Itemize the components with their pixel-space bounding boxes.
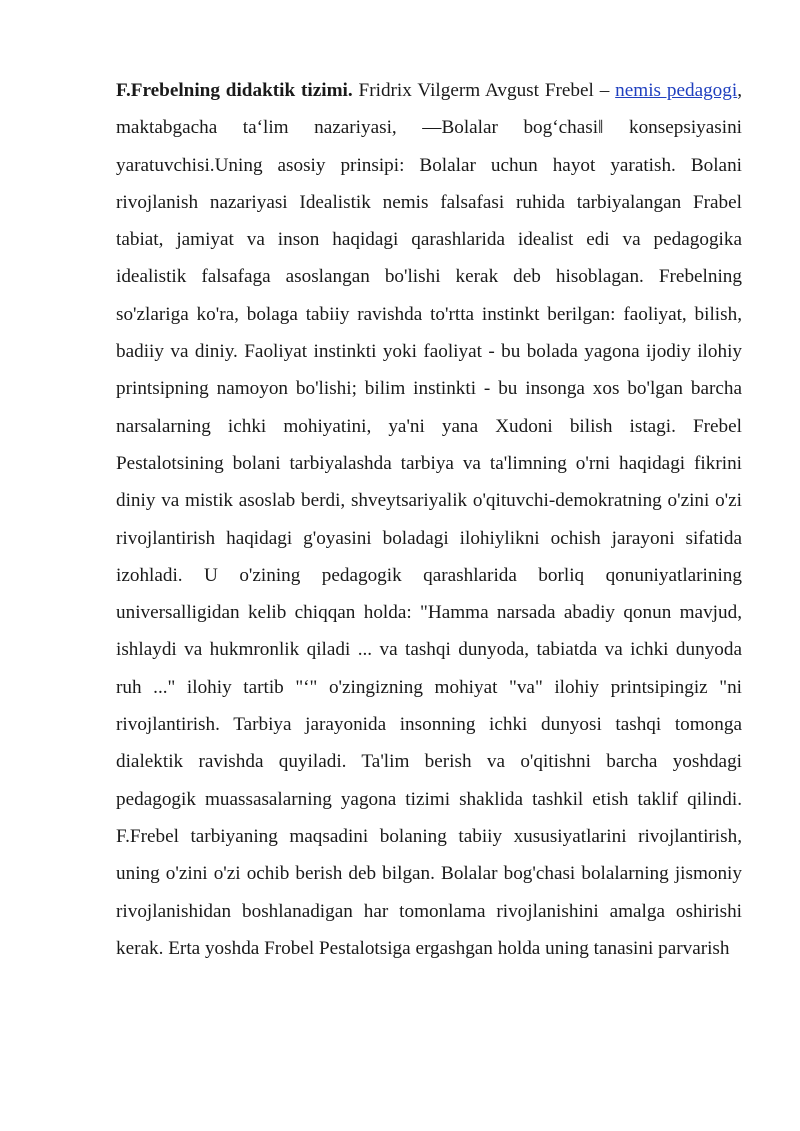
document-page	[116, 72, 742, 967]
nemis-pedagogi-link[interactable]: nemis pedagogi	[615, 80, 738, 101]
intro-text: Fridrix Vilgerm Avgust Frebel –	[352, 80, 616, 101]
section-heading: F.Frebelning didaktik tizimi.	[116, 80, 353, 101]
body-text: , maktabgacha taʻlim nazariyasi, ―Bolalar bogʻchasi‖ konsepsiyasini yaratuvchisi.Uning asosiy prinsipi: Bolalar uchun hayot yaratish. Bolani rivojlanish nazariyasi Idealistik nemis falsafasi ruhida tarbiyalangan Frabel tabiat, jamiyat va inson haqidagi qarashlarida idealist edi va pedagogika idealistik falsafaga asoslangan bo'lishi kerak deb hisoblagan. Frebelning so'zlariga ko'ra, bolaga tabiiy ravishda to'rtta instinkt berilgan: faoliyat, bilish, badiiy va diniy. Faoliyat instinkti yoki faoliyat - bu bolada yagona ijodiy ilohiy printsipning namoyon bo'lishi; bilim instinkti - bu insonga xos bo'lgan barcha narsalarning ichki mohiyatini, ya'ni yana Xudoni bilish istagi. Frebel Pestalotsining bolani tarbiyalashda tarbiya va ta'limning o'rni haqidagi fikrini diniy va mistik asoslab berdi, shveytsariyalik o'qituvchi-demokratning o'zini o'zi rivojlantirish haqidagi g'oyasini boladagi ilohiylikni ochish jarayoni sifatida izohladi. U o'zining pedagogik qarashlarida borliq qonuniyatlarining universalligidan kelib chiqqan holda: "Hamma narsada abadiy qonun mavjud, ishlaydi va hukmronlik qiladi ... va tashqi dunyoda, tabiatda va ichki dunyoda ruh ..." ilohiy tartib "‘" o'zingizning mohiyat "va" ilohiy printsipingiz "ni rivojlantirish. Tarbiya jarayonida insonning ichki dunyosi tashqi tomonga dialektik ravishda quyiladi. Ta'lim berish va o'qitishni barcha yoshdagi pedagogik muassasalarning yagona tizimi shaklida tashkil etish taklif qilindi. F.Frebel tarbiyaning maqsadini bolaning tabiiy xususiyatlarini rivojlantirish, uning o'zini o'zi ochib berish deb bilgan. Bolalar bog'chasi bolalarning jismoniy rivojlanishidan boshlanadigan har tomonlama rivojlanishini amalga oshirishi kerak. Erta yoshda Frobel Pestalotsiga ergashgan holda uning tanasini parvarish	[116, 80, 742, 959]
paragraph	[116, 72, 742, 967]
